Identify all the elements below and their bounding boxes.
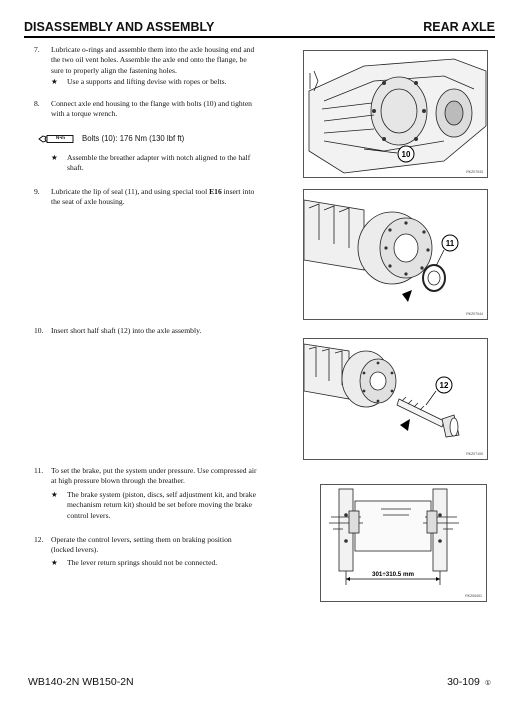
- page-number: 30-109: [447, 676, 480, 688]
- star-icon: ★: [51, 77, 58, 86]
- revision-mark: ①: [484, 680, 491, 687]
- figure-brake-levers: [320, 484, 487, 602]
- chapter-title: REAR AXLE: [423, 20, 495, 34]
- torque-value: Bolts (10): 176 Nm (130 lbf ft): [82, 134, 185, 143]
- section-title: DISASSEMBLY AND ASSEMBLY: [24, 20, 215, 34]
- star-icon: ★: [51, 490, 58, 499]
- callout-12: 12: [439, 381, 449, 390]
- figure-half-shaft: [303, 338, 488, 460]
- figure-code: RKZ07100: [466, 452, 483, 456]
- torque-icon-label: N•m: [56, 135, 66, 140]
- star-icon: ★: [51, 153, 58, 162]
- figure-seal-insert: [303, 189, 488, 320]
- brake-lever-illustration: [321, 485, 487, 602]
- tool-code: E16: [209, 187, 222, 196]
- page-header: [24, 18, 495, 38]
- axle-housing-illustration: [304, 51, 488, 178]
- figure-code: RKZ07044: [466, 312, 483, 316]
- dimension-label: 301÷310.5 mm: [372, 571, 414, 578]
- star-icon: ★: [51, 558, 58, 567]
- figure-code: RKZ07043: [466, 170, 483, 174]
- model-numbers: WB140-2N WB150-2N: [28, 676, 134, 688]
- half-shaft-illustration: [304, 339, 488, 460]
- callout-10: 10: [401, 150, 411, 159]
- page-number-group: [447, 676, 491, 688]
- callout-11: 11: [445, 239, 455, 248]
- figure-axle-end-bolts: [303, 50, 488, 178]
- figure-code: RKZ06451: [465, 594, 482, 598]
- seal-illustration: [304, 190, 488, 320]
